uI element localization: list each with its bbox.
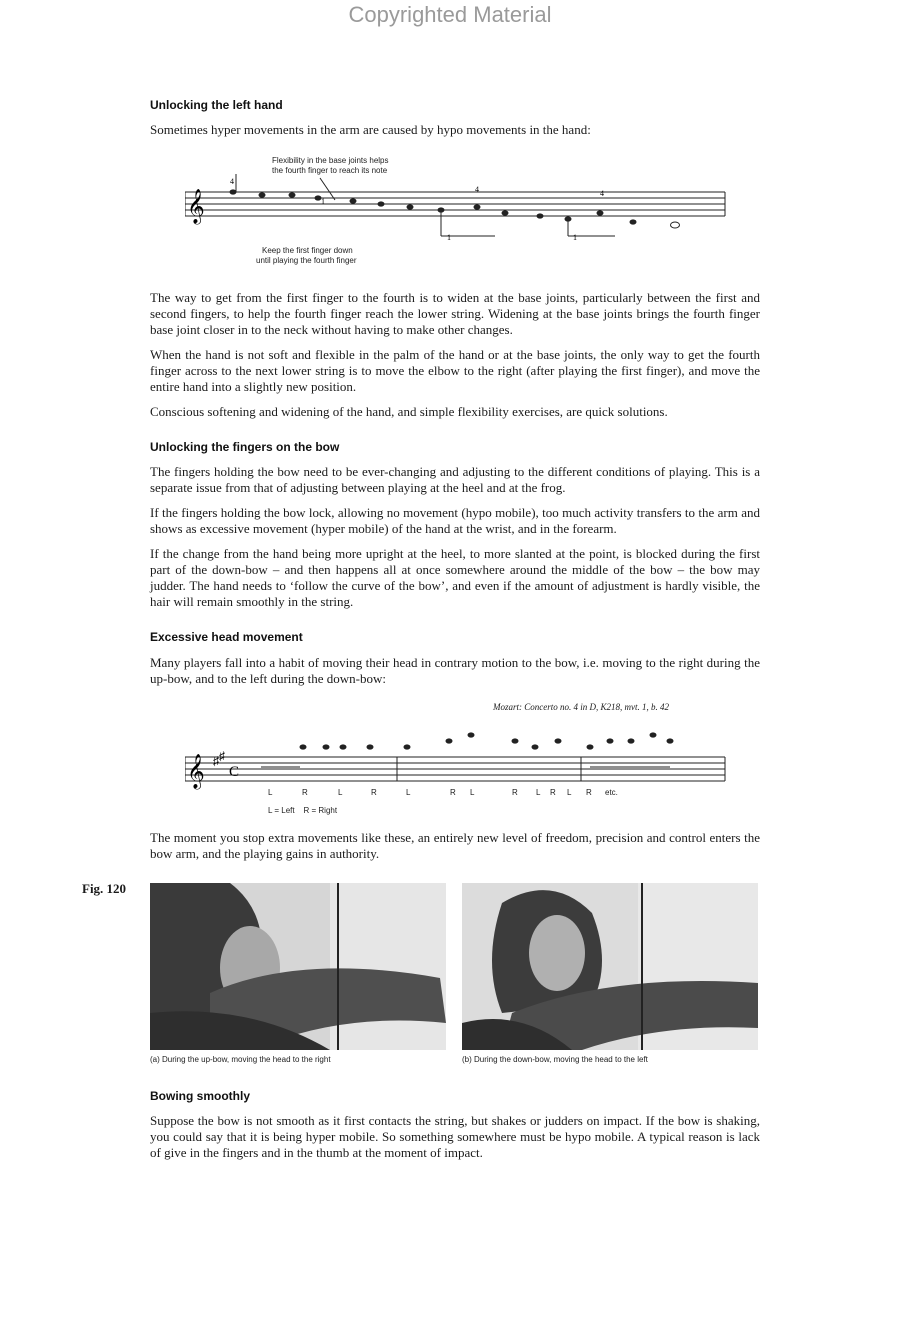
lr-legend: L = Left R = Right [268,806,338,815]
svg-text:1: 1 [321,197,325,206]
paragraph-intro-left-hand: Sometimes hyper movements in the arm are caused by hypo movements in the hand: [150,122,591,137]
svg-text:C: C [229,764,240,780]
lr-marker: L [406,788,411,797]
photo-up-bow [150,883,446,1050]
lr-marker: L [536,788,541,797]
lr-marker: R [371,788,377,797]
music-annotation-top-2: the fourth finger to reach its note [272,166,388,175]
heading-unlocking-fingers-bow: Unlocking the fingers on the bow [150,440,340,454]
lr-marker: L [338,788,343,797]
svg-text:𝄞: 𝄞 [187,755,205,788]
lr-marker: R [302,788,308,797]
lr-marker: L [567,788,572,797]
music-source-citation: Mozart: Concerto no. 4 in D, K218, mvt. 1, b. 42 [493,702,669,712]
paragraph-change-blocked: If the change from the hand being more upright at the heel, to more slanted at the point, is blocked during the first part of the down-bow – and then happens all at once somewhere around the middle of the bow – the bow may judder. The hand needs to ‘follow the curve of the bow’, and even if the amount of adjustment is hardly visible, the hair will remain smoothly in the string. [150,546,760,609]
svg-text:♯: ♯ [219,749,225,763]
svg-text:4: 4 [600,189,604,198]
music-annotation-bottom-2: until playing the fourth finger [256,256,357,265]
paragraph-bow-not-smooth: Suppose the bow is not smooth as it first contacts the string, but shakes or judders on impact. If the bow is shaking, you could say that it is being hyper mobile. So something somewhere must be hypo mobile. A typical reason is lack of give in the fingers and in the thumb at the moment of impact. [150,1113,760,1160]
paragraph-contrary-motion: Many players fall into a habit of moving their head in contrary motion to the bow, i.e. moving to the right during the up-bow, and to the left during the down-bow: [150,655,760,686]
music-annotation-bottom-1: Keep the first finger down [262,246,353,255]
svg-text:4: 4 [475,185,479,194]
svg-text:1: 1 [447,233,451,242]
photo-down-bow [462,883,758,1050]
svg-text:1: 1 [573,233,577,242]
music-example-left-hand [185,170,730,250]
svg-text:♯: ♯ [213,754,219,768]
watermark: Copyrighted Material [348,2,552,27]
paragraph-fingers-adjusting: The fingers holding the bow need to be ever-changing and adjusting to the different conditions of playing. This is a separate issue from that of adjusting between playing at the heel and at the frog. [150,464,760,495]
lr-marker: R [550,788,556,797]
lr-marker: R [450,788,456,797]
caption-up-bow: (a) During the up-bow, moving the head to the right [150,1055,331,1064]
photo-down-bow-illustration [462,883,758,1050]
figure-label: Fig. 120 [82,881,127,896]
photo-up-bow-illustration [150,883,446,1050]
lr-marker: L [268,788,273,797]
music-annotation-top-1: Flexibility in the base joints helps [272,156,389,165]
lr-marker: L [470,788,475,797]
bow-direction-row [268,788,628,800]
lr-marker: R [512,788,518,797]
svg-text:𝄞: 𝄞 [187,190,205,223]
paragraph-fingers-lock: If the fingers holding the bow lock, allowing no movement (hypo mobile), too much activity transfers to the arm and shows as excessive movement (hyper mobile) of the hand at the wrist, and in the forearm. [150,505,760,536]
paragraph-hand-not-soft: When the hand is not soft and flexible in the palm of the hand or at the base joints, the only way to get the fourth finger across to the next lower string is to move the elbow to the right (after playing the first finger), and move the entire hand into a slightly new position. [150,347,760,394]
paragraph-conscious-softening: Conscious softening and widening of the hand, and simple flexibility exercises, are quick solutions. [150,404,668,419]
caption-down-bow: (b) During the down-bow, moving the head to the left [462,1055,648,1064]
heading-unlocking-left-hand: Unlocking the left hand [150,98,283,112]
lr-marker: etc. [605,788,618,797]
paragraph-widen-base-joints: The way to get from the first finger to the fourth is to widen at the base joints, particularly between the first and second fingers, to help the fourth finger reach the lower string. Widening at the base joints brings the fourth finger base joint closer in to the neck without having to make other changes. [150,290,760,337]
paragraph-stop-extra-movements: The moment you stop extra movements like these, an entirely new level of freedom, precision and control enters the bow arm, and the playing gains in authority. [150,830,760,861]
heading-excessive-head-movement: Excessive head movement [150,630,303,644]
lr-marker: R [586,788,592,797]
svg-text:4: 4 [230,177,234,186]
heading-bowing-smoothly: Bowing smoothly [150,1089,250,1103]
